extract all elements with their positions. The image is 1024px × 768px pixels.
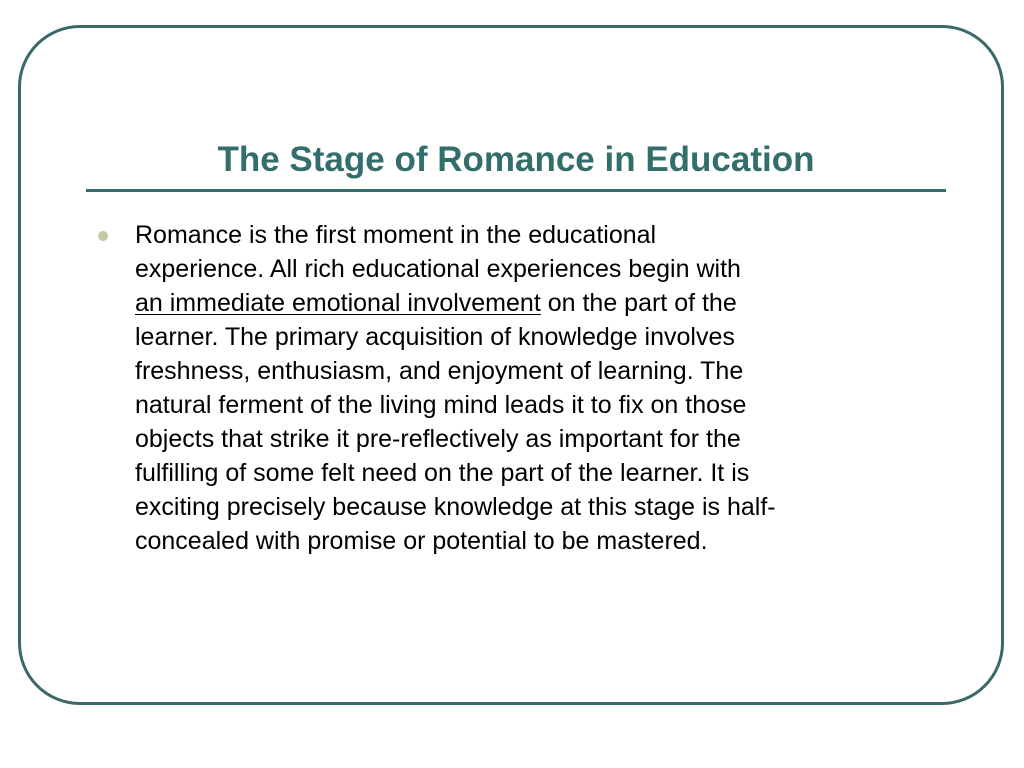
paragraph-line-rest: on the part of the xyxy=(540,289,737,317)
paragraph-line: freshness, enthusiasm, and enjoyment of learning. The xyxy=(135,357,744,385)
paragraph-line: fulfilling of some felt need on the part of the learner. It is xyxy=(135,459,750,487)
paragraph-line: concealed with promise or potential to be mastered. xyxy=(135,527,708,555)
title-divider xyxy=(86,189,946,192)
paragraph-line: experience. All rich educational experiences begin with xyxy=(135,255,741,283)
paragraph-line: natural ferment of the living mind leads it to fix on those xyxy=(135,391,747,419)
underlined-phrase: an immediate emotional involvement xyxy=(135,289,541,317)
bullet-paragraph xyxy=(135,218,950,558)
bullet-dot-icon xyxy=(98,231,108,241)
paragraph-line: learner. The primary acquisition of knowledge involves xyxy=(135,323,735,351)
paragraph-line: objects that strike it pre-reflectively as important for the xyxy=(135,425,741,453)
slide-title: The Stage of Romance in Education xyxy=(217,140,815,179)
paragraph-line xyxy=(135,286,950,320)
paragraph-line: exciting precisely because knowledge at this stage is half- xyxy=(135,493,776,521)
paragraph-line: Romance is the first moment in the educational xyxy=(135,221,657,249)
